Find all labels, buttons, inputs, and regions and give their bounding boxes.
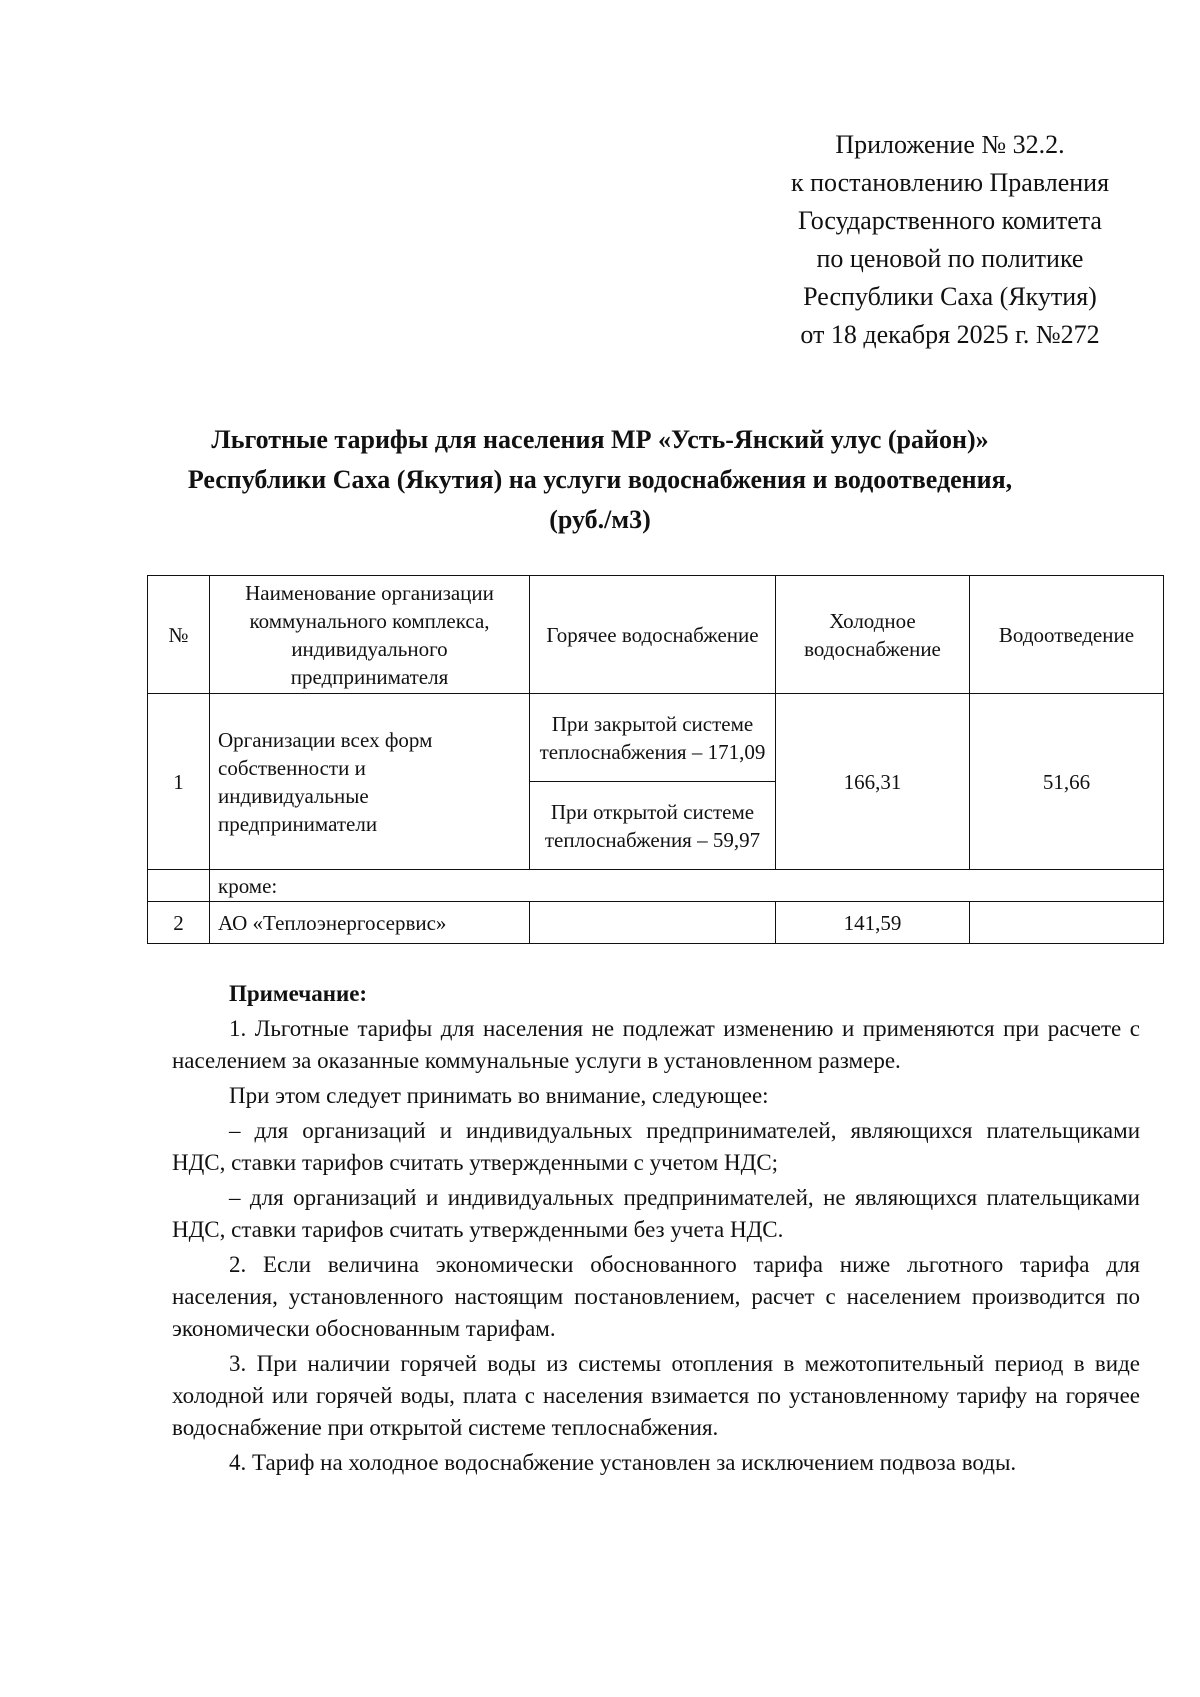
note-paragraph: 1. Льготные тарифы для населения не подлежат изменению и применяются при расчете с населением за оказанные коммунальные услуги в установленном размере. [172, 1016, 1140, 1073]
header-cold-water: Холодное водоснабжение [776, 576, 970, 694]
appendix-line: от 18 декабря 2025 г. №272 [800, 320, 1100, 349]
table-row-except [148, 870, 1164, 902]
note-paragraph: 4. Тариф на холодное водоснабжение установлен за исключением подвоза воды. [229, 1450, 1017, 1475]
title-line: (руб./м3) [549, 505, 651, 534]
appendix-header [760, 126, 1140, 354]
table-header-row [148, 576, 1164, 694]
appendix-line: Республики Саха (Якутия) [803, 282, 1097, 311]
except-empty-cell [148, 870, 210, 902]
row2-number: 2 [148, 902, 210, 944]
row1-organization: Организации всех форм собственности и индивидуальные предприниматели [210, 694, 530, 870]
notes-section [172, 978, 1140, 1482]
row2-cold-water: 141,59 [776, 902, 970, 944]
header-drainage: Водоотведение [970, 576, 1164, 694]
appendix-line: к постановлению Правления [790, 168, 1110, 197]
row2-organization: АО «Теплоэнергосервис» [210, 902, 530, 944]
note-paragraph: 3. При наличии горячей воды из системы отопления в межотопительный период в виде холодной или горячей воды, плата с населения взимается по установленному тарифу на горячее водоснабжение при открытой системе теплоснабжения. [172, 1351, 1140, 1440]
except-label: кроме: [210, 870, 1164, 902]
tariff-table [147, 575, 1164, 944]
row1-hot-closed: При закрытой системе теплоснабжения – 171,09 [530, 694, 776, 782]
appendix-line: Государственного комитета [798, 206, 1102, 235]
row2-drainage [970, 902, 1164, 944]
title-line: Республики Саха (Якутия) на услуги водоснабжения и водоотведения, [187, 465, 1013, 494]
title-line: Льготные тарифы для населения МР «Усть-Янский улус (район)» [211, 425, 989, 454]
note-paragraph: 2. Если величина экономически обоснованного тарифа ниже льготного тарифа для населения, установленного настоящим постановлением, расчет с населением производится по экономически обоснованным тарифам. [172, 1252, 1140, 1341]
notes-heading: Примечание: [229, 981, 368, 1006]
header-organization: Наименование организации коммунального комплекса, индивидуального предпринимателя [210, 576, 530, 694]
header-number: № [148, 576, 210, 694]
document-title [150, 420, 1050, 540]
row2-hot-water [530, 902, 776, 944]
table-row [148, 902, 1164, 944]
note-paragraph: – для организаций и индивидуальных предпринимателей, являющихся плательщиками НДС, ставки тарифов считать утвержденными с учетом НДС; [172, 1118, 1140, 1175]
table-row [148, 694, 1164, 782]
appendix-line: по ценовой по политике [816, 244, 1084, 273]
appendix-line: Приложение № 32.2. [835, 130, 1065, 159]
row1-hot-open: При открытой системе теплоснабжения – 59,97 [530, 782, 776, 870]
header-hot-water: Горячее водоснабжение [530, 576, 776, 694]
row1-cold-water: 166,31 [776, 694, 970, 870]
row1-number: 1 [148, 694, 210, 870]
row1-drainage: 51,66 [970, 694, 1164, 870]
note-paragraph: При этом следует принимать во внимание, следующее: [229, 1083, 769, 1108]
note-paragraph: – для организаций и индивидуальных предпринимателей, не являющихся плательщиками НДС, ставки тарифов считать утвержденными без учета НДС. [172, 1185, 1140, 1242]
